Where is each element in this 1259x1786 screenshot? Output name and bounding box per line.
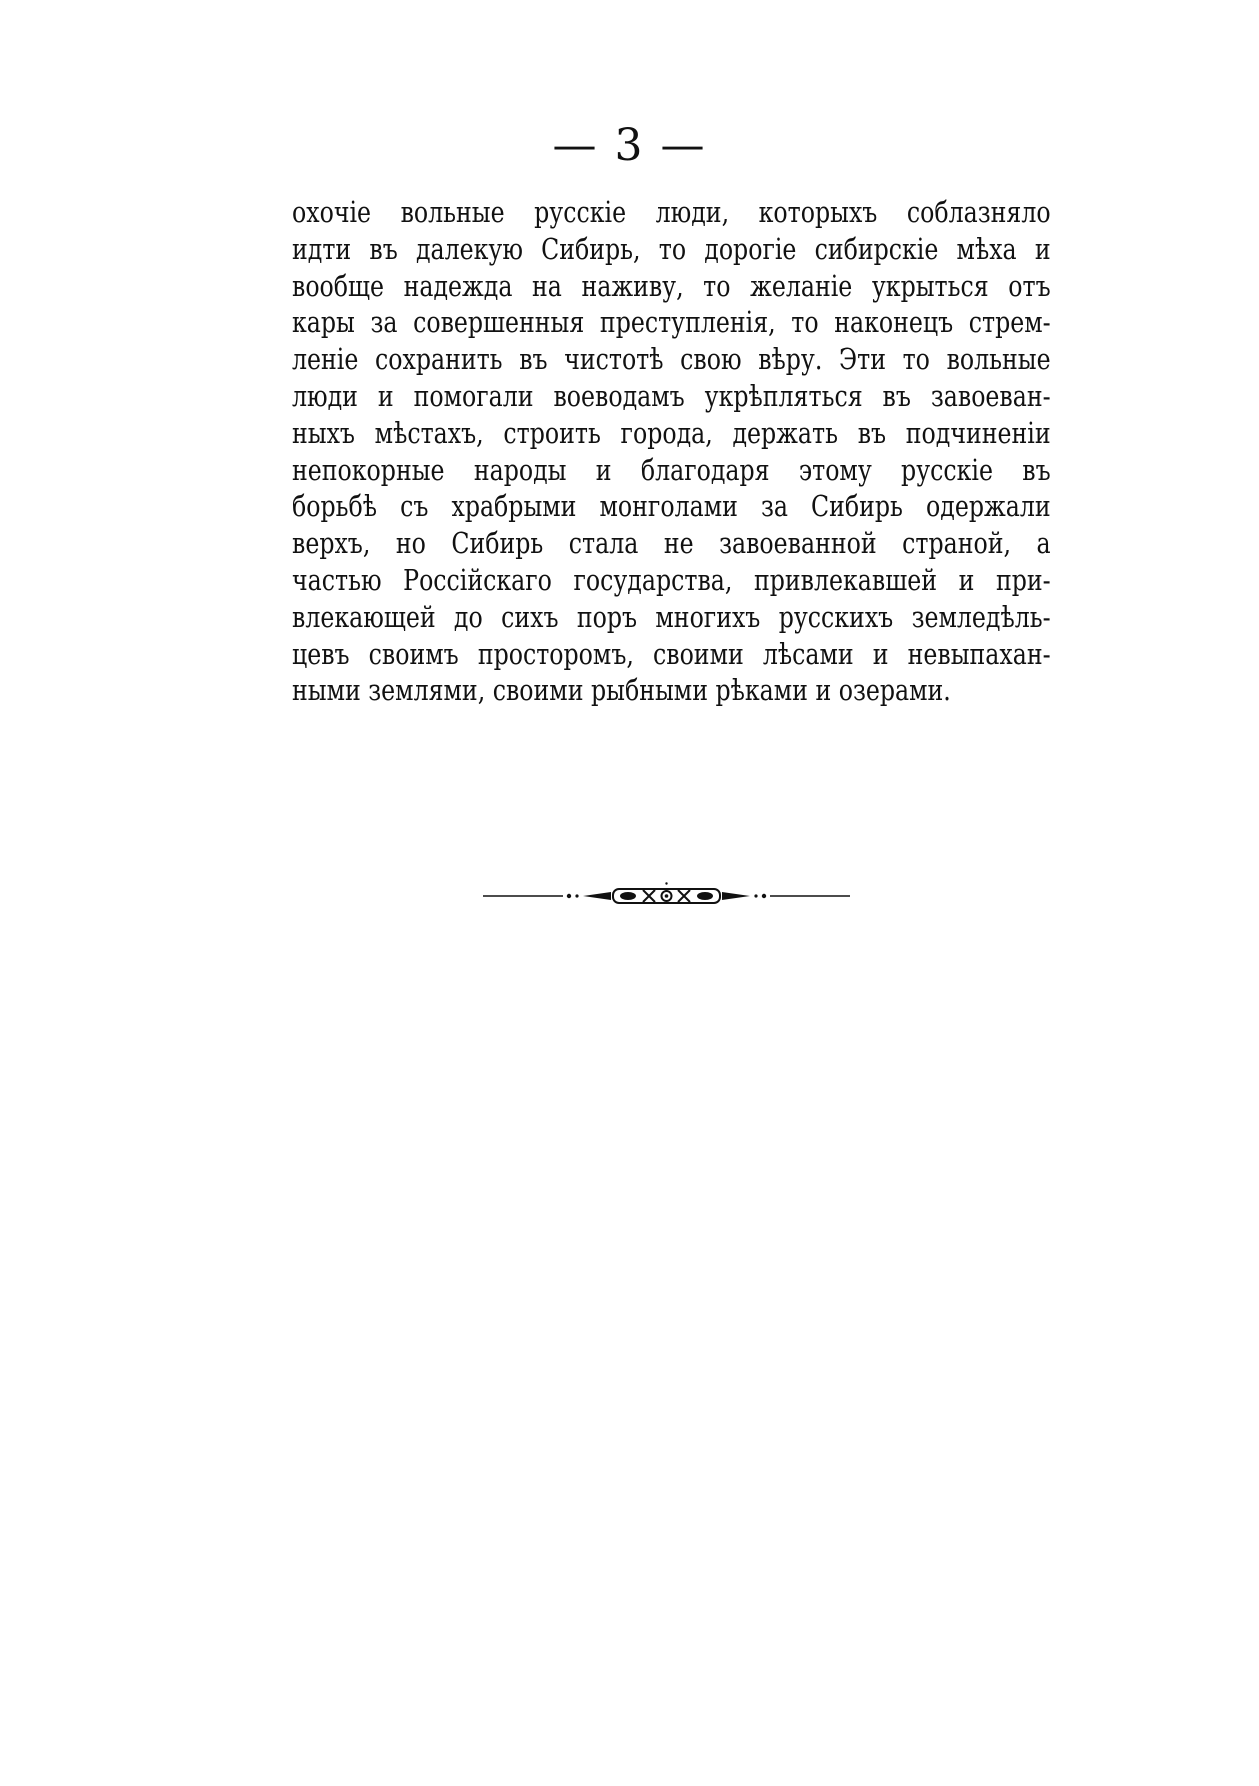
text-line: верхъ, но Сибирь стала не завоеванной страной, а xyxy=(292,527,1051,561)
decorative-divider-icon xyxy=(483,882,850,910)
text-line: леніе сохранить въ чистотѣ свою вѣру. Эти то вольные xyxy=(292,343,1051,377)
text-line: вообще надежда на наживу, то желаніе укрыться отъ xyxy=(292,269,1051,303)
text-line: частью Россійскаго государства, привлекавшей и при- xyxy=(292,563,1051,597)
text-line: ными землями, своими рыбными рѣками и озерами. xyxy=(292,674,951,708)
text-line: люди и помогали воеводамъ укрѣпляться въ завоеван- xyxy=(292,379,1051,413)
page-number: — 3 — xyxy=(552,120,707,171)
body-text xyxy=(292,195,1051,710)
text-line: цевъ своимъ просторомъ, своими лѣсами и невыпахан- xyxy=(292,637,1051,671)
text-line: охочіе вольные русскіе люди, которыхъ соблазняло xyxy=(292,196,1051,229)
text-line: непокорные народы и благодаря этому русскіе въ xyxy=(292,453,1051,487)
text-line: борьбѣ съ храбрыми монголами за Сибирь одержали xyxy=(292,490,1051,524)
text-line: влекающей до сихъ поръ многихъ русскихъ земледѣль- xyxy=(292,600,1051,634)
text-line: ныхъ мѣстахъ, строить города, держать въ подчиненіи xyxy=(292,416,1051,450)
text-line: кары за совершенныя преступленія, то наконецъ стрем- xyxy=(292,306,1051,340)
text-line: идти въ далекую Сибирь, то дорогіе сибирскіе мѣха и xyxy=(292,232,1051,266)
